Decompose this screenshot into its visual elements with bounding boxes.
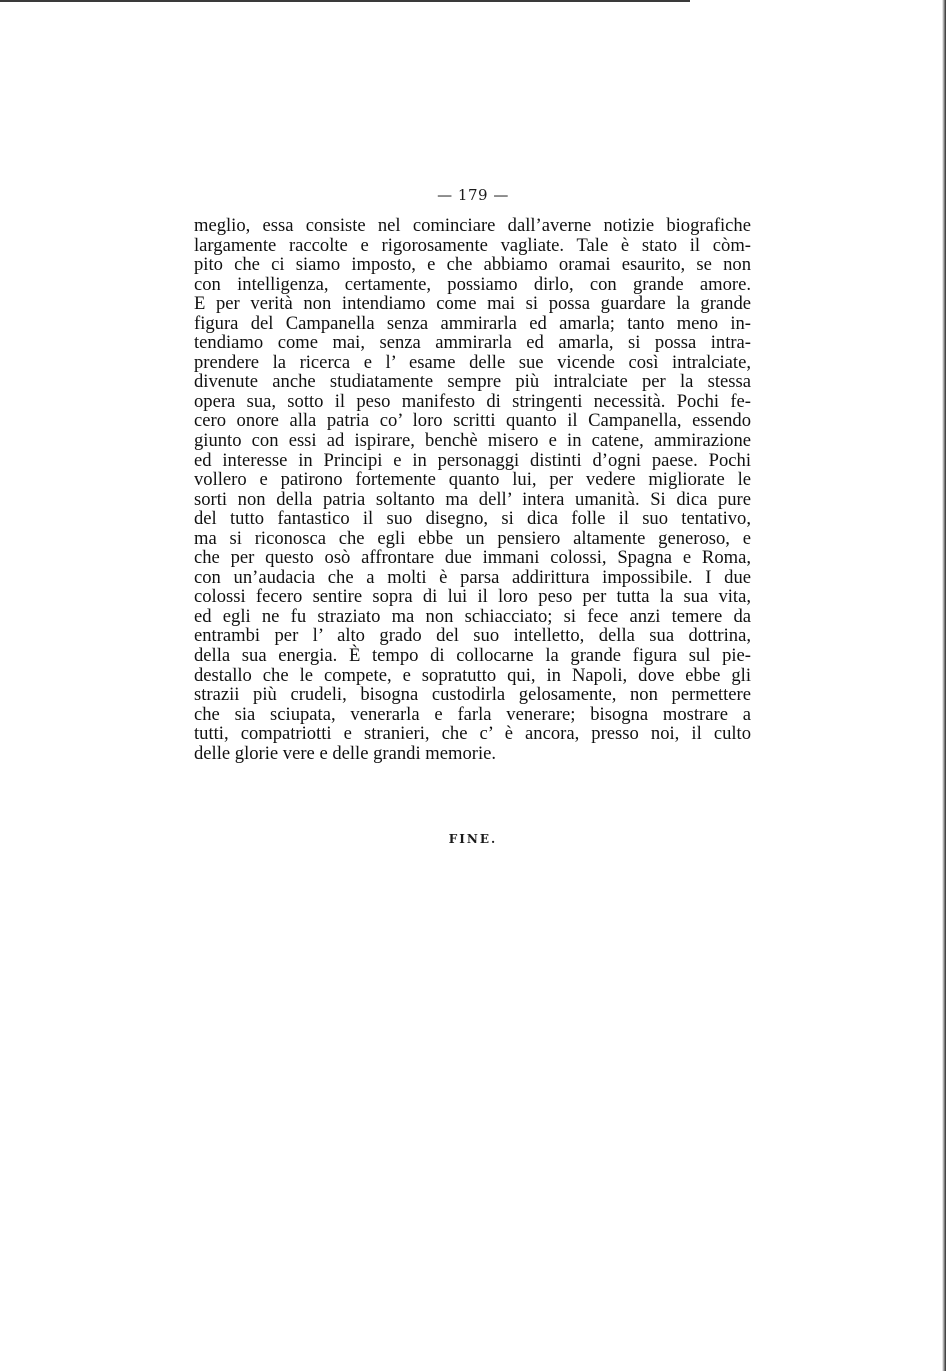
text-line: opera sua, sotto il peso manifesto di stringenti necessità. Pochi fe-	[194, 390, 751, 412]
text-line-last: delle glorie vere e delle grandi memorie.	[194, 742, 497, 764]
text-line: E per verità non intendiamo come mai si possa guardare la grande	[194, 293, 751, 315]
text-line: ed interesse in Principi e in personaggi distinti d’ogni paese. Pochi	[194, 449, 751, 471]
text-line: ma si riconosca che egli ebbe un pensiero altamente generoso, e	[194, 527, 751, 549]
text-line: che sia sciupata, venerarla e farla venerare; bisogna mostrare a	[194, 703, 751, 725]
text-line: vollero e patirono fortemente quanto lui, per vedere migliorate le	[194, 469, 751, 491]
end-mark: FINE.	[448, 832, 498, 846]
text-line: strazii più crudeli, bisogna custodirla gelosamente, non permettere	[194, 684, 751, 706]
text-line: tendiamo come mai, senza ammirarla ed amarla, si possa intra-	[194, 332, 751, 354]
text-line: meglio, essa consiste nel cominciare dall’averne notizie biografiche	[194, 215, 751, 236]
text-line: della sua energia. È tempo di collocarne la grande figura sul pie-	[194, 645, 751, 667]
text-line: cero onore alla patria co’ loro scritti quanto il Campanella, essendo	[194, 410, 751, 432]
text-line: entrambi per l’ alto grado del suo intelletto, della sua dottrina,	[194, 625, 751, 647]
text-line: con un’audacia che a molti è parsa addirittura impossibile. I due	[194, 566, 751, 588]
text-line: con intelligenza, certamente, possiamo dirlo, con grande amore.	[194, 273, 751, 295]
text-line: prendere la ricerca e l’ esame delle sue vicende così intralciate,	[194, 351, 751, 373]
body-paragraph	[194, 216, 751, 763]
text-line: largamente raccolte e rigorosamente vagliate. Tale è stato il còm-	[194, 234, 751, 256]
text-line: giunto con essi ad ispirare, benchè misero e in catene, ammirazione	[194, 430, 751, 452]
text-line: tutti, compatriotti e stranieri, che c’ è ancora, presso noi, il culto	[194, 723, 751, 745]
top-rule	[0, 0, 690, 2]
text-line: del tutto fantastico il suo disegno, si dica folle il suo tentativo,	[194, 508, 751, 530]
text-line: che per questo osò affrontare due immani colossi, Spagna e Roma,	[194, 547, 751, 569]
text-line: divenute anche studiatamente sempre più intralciate per la stessa	[194, 371, 751, 393]
page-number: — 179 —	[437, 186, 509, 204]
page-edge	[942, 0, 946, 1371]
text-line: sorti non della patria soltanto ma dell’ intera umanità. Si dica pure	[194, 488, 751, 510]
text-line: destallo che le compete, e sopratutto qui, in Napoli, dove ebbe gli	[194, 664, 751, 686]
text-line: colossi fecero sentire sopra di lui il loro peso per tutta la sua vita,	[194, 586, 751, 608]
text-line: figura del Campanella senza ammirarla ed amarla; tanto meno in-	[194, 312, 751, 334]
text-line: pito che ci siamo imposto, e che abbiamo oramai esaurito, se non	[194, 254, 751, 276]
text-line: ed egli ne fu straziato ma non schiacciato; si fece anzi temere da	[194, 605, 751, 627]
